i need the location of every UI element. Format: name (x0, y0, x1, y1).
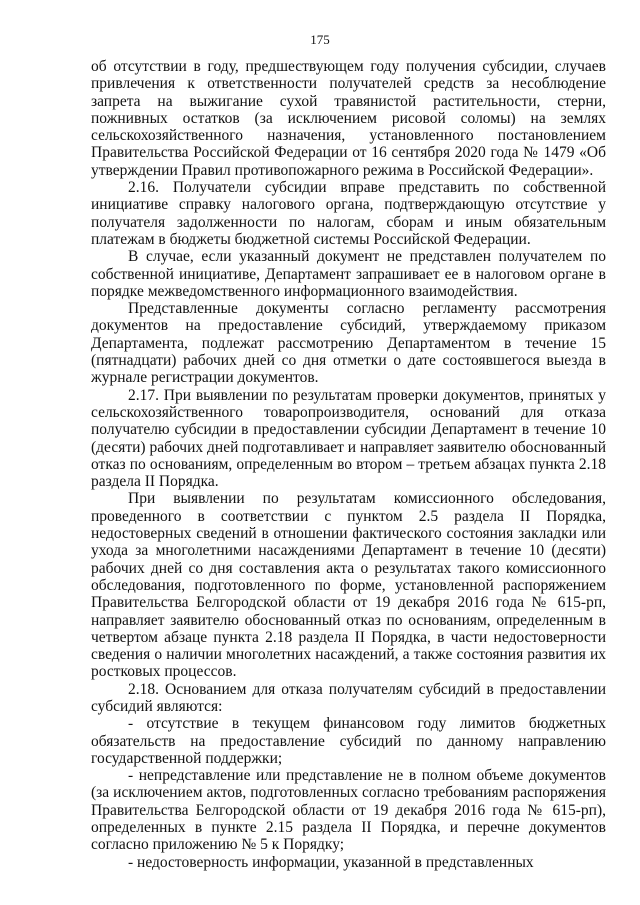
paragraph-2-17: 2.17. При выявлении по результатам проверки документов, принятых у сельскохозяйственного товаропроизводителя, оснований для отказа получателю субсидии в предоставлении субсидии Департамент в течение 10 (десяти) рабочих дней подготавливает и направляет заявителю обоснованный отказ по основаниям, определенным во втором – третьем абзацах пункта 2.18 раздела II Порядка. (91, 386, 606, 491)
list-item-no-limits: - отсутствие в текущем финансовом году лимитов бюджетных обязательств на предоставление субсидий по данному направлению государственной поддержки; (91, 715, 606, 767)
paragraph-review-period: Представленные документы согласно регламенту рассмотрения документов на предоставление субсидий, утверждаемому приказом Департамента, подлежат рассмотрению Департаментом в течение 15 (пятнадцати) рабочих дней со дня отметки о дате состоявшегося выезда в журнале регистрации документов. (91, 300, 606, 387)
paragraph-continuation: об отсутствии в году, предшествующем году получения субсидии, случаев привлечения к ответственности получателей средств за несоблюдение запрета на выжигание сухой травянистой растительности, стерни, пожнивных остатков (за исключением рисовой соломы) на землях сельскохозяйственного назначения, установленного постановлением Правительства Российской Федерации от 16 сентября 2020 года № 1479 «Об утверждении Правил противопожарного режима в Российской Федерации». (91, 58, 606, 179)
document-body (91, 58, 606, 871)
page-number: 175 (310, 32, 330, 47)
list-item-incomplete-documents: - непредставление или представление не в полном объеме документов (за исключением актов, подготовленных согласно требованиям распоряжения Правительства Белгородской области от 19 декабря 2016 года № 615-рп), определенных в пункте 2.15 раздела II Порядка, и перечне документов согласно приложению № 5 к Порядку; (91, 767, 606, 854)
paragraph-2-16: 2.16. Получатели субсидии вправе представить по собственной инициативе справку налогового органа, подтверждающую отсутствие у получателя задолженности по налогам, сборам и иным обязательным платежам в бюджеты бюджетной системы Российской Федерации. (91, 179, 606, 248)
paragraph-document-not-submitted: В случае, если указанный документ не представлен получателем по собственной инициативе, Департамент запрашивает ее в налоговом органе в порядке межведомственного информационного взаимодействия. (91, 248, 606, 300)
paragraph-commission-inspection: При выявлении по результатам комиссионного обследования, проведенного в соответствии с пунктом 2.5 раздела II Порядка, недостоверных сведений в отношении фактического состояния закладки или ухода за многолетними насаждениями Департамент в течение 10 (десяти) рабочих дней со дня составления акта о результатах такого комиссионного обследования, подготовленного по форме, установленной распоряжением Правительства Белгородской области от 19 декабря 2016 года № 615-рп, направляет заявителю обоснованный отказ по основаниям, определенным в четвертом абзаце пункта 2.18 раздела II Порядка, в части недостоверности сведения о наличии многолетних насаждений, а также состояния развития их ростковых процессов. (91, 490, 606, 681)
paragraph-2-18: 2.18. Основанием для отказа получателям субсидий в предоставлении субсидий являются: (91, 680, 606, 715)
list-item-inaccurate-information: - недостоверность информации, указанной в представленных (128, 853, 534, 871)
